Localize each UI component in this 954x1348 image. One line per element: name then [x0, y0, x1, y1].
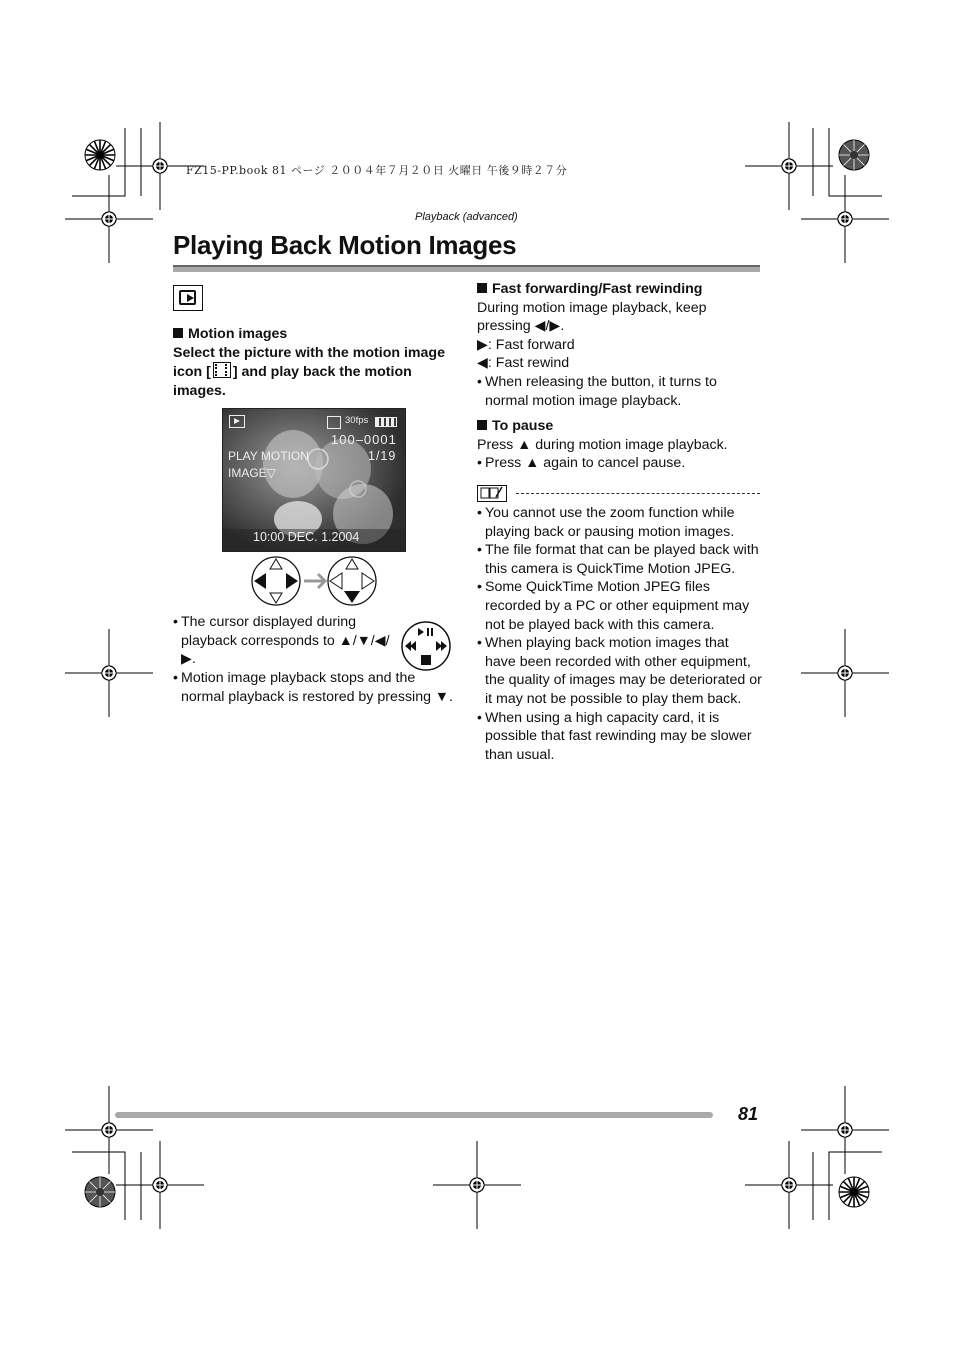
list-item: • When using a high capacity card, it is possible that fast rewinding may be slower than usual.: [477, 709, 762, 765]
playback-indicator-icon: [229, 415, 245, 428]
list-item: • Motion image playback stops and the normal playback is restored by pressing ▼.: [173, 669, 458, 706]
section-label: Playback (advanced): [415, 211, 518, 223]
fast-forward-item: ▶: Fast forward: [477, 336, 575, 353]
arrow-icon: [304, 574, 325, 588]
list-item: • The cursor displayed during playback corresponds to ▲/▼/◀/▶.: [173, 613, 398, 669]
list-item: • When playing back motion images that have been recorded with other equipment, the quality of images may be deteriorated or it may not be possible to play them back.: [477, 634, 762, 708]
note-icon: [477, 485, 507, 502]
frame-counter: 1/19: [368, 449, 397, 463]
playback-mode-icon: [173, 285, 203, 311]
notes-list: [477, 504, 762, 764]
fast-forward-intro: During motion image playback, keep pressing ◀/▶.: [477, 299, 707, 335]
list-item: • The file format that can be played back with this camera is QuickTime Motion JPEG.: [477, 541, 762, 578]
motion-image-icon: [213, 362, 231, 378]
footer-rule: [115, 1112, 713, 1118]
page-title: Playing Back Motion Images: [173, 230, 517, 260]
motion-images-section: [173, 325, 463, 400]
datetime-stamp: 10:00 DEC. 1.2004: [253, 530, 360, 544]
fast-rewind-item: ◀: Fast rewind: [477, 355, 570, 372]
motion-image-indicator-icon: [327, 416, 341, 429]
image-label: IMAGE▽: [228, 466, 276, 480]
cursor-diagram: [250, 555, 380, 607]
lcd-playback-screen: [222, 408, 406, 552]
play-motion-label: PLAY MOTION: [228, 449, 309, 463]
print-slug: FZ15-PP.book 81 ページ ２００４年７月２０日 火曜日 午後９時２７分: [186, 164, 568, 177]
motion-images-heading: Motion images: [173, 325, 463, 344]
battery-icon: [375, 417, 397, 427]
list-item: • When releasing the button, it turns to normal motion image playback.: [477, 373, 762, 410]
pause-heading: To pause: [477, 417, 762, 436]
file-number: 100–0001: [331, 432, 397, 447]
pause-section: [477, 417, 762, 473]
left-bullet-list-2: [173, 669, 458, 706]
list-item: • You cannot use the zoom function while playing back or pausing motion images.: [477, 504, 762, 541]
list-item: • Press ▲ again to cancel pause.: [477, 454, 762, 473]
title-rule-top: [173, 265, 760, 267]
note-divider: [516, 493, 760, 494]
fast-forward-section: [477, 280, 762, 410]
pause-intro: Press ▲ during motion image playback.: [477, 436, 728, 453]
fast-forward-heading: Fast forwarding/Fast rewinding: [477, 280, 762, 299]
list-item: • Some QuickTime Motion JPEG files recorded by a PC or other equipment may not be played back with this camera.: [477, 578, 762, 634]
left-bullet-list: [173, 613, 398, 669]
fps-label: 30fps: [345, 415, 369, 426]
cursor-before-icon: [252, 557, 300, 605]
page-number: 81: [738, 1104, 759, 1124]
playback-control-icon: [400, 620, 452, 672]
motion-images-instruction: Select the picture with the motion image icon [ ] and play back the motion images.: [173, 344, 445, 399]
cursor-after-icon: [328, 557, 376, 605]
